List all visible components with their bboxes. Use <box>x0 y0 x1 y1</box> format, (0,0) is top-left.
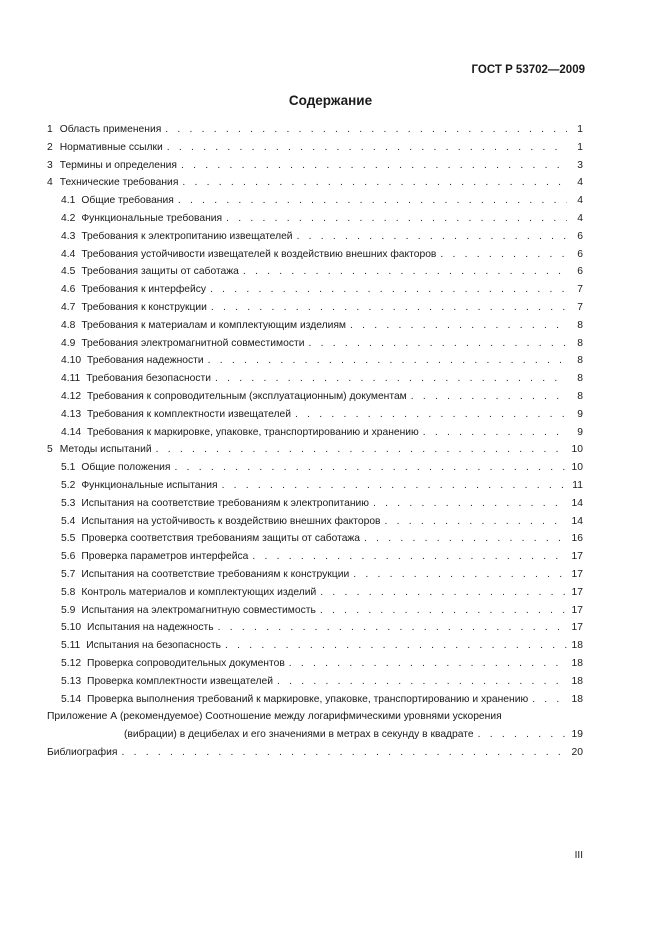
leader-dots <box>353 566 567 584</box>
leader-dots <box>532 691 567 709</box>
leader-dots <box>411 388 567 406</box>
toc-number: 4.2 <box>61 212 76 224</box>
toc-page: 19 <box>571 729 583 741</box>
toc-number: 4.1 <box>61 195 76 207</box>
appendix-title-cont: (вибрации) в децибелах и его значениями в метрах в секунду в квадрате <box>124 729 474 741</box>
toc-page: 7 <box>577 284 583 296</box>
toc-number: 5.4 <box>61 515 76 527</box>
leader-dots <box>295 406 567 424</box>
leader-dots <box>210 281 567 299</box>
toc-number: 5 <box>47 444 53 456</box>
toc-page: 18 <box>571 657 583 669</box>
toc-title: Требования к материалам и комплектующим изделиям <box>81 319 346 331</box>
toc-number: 4.3 <box>61 230 76 242</box>
toc-number: 5.9 <box>61 604 76 616</box>
leader-dots <box>320 584 567 602</box>
toc-number: 4.8 <box>61 319 76 331</box>
leader-dots <box>182 174 567 192</box>
toc-entry-1[interactable] <box>47 121 583 139</box>
toc-entry-4-1[interactable] <box>47 192 583 210</box>
toc-number: 4.9 <box>61 337 76 349</box>
toc-entry-5-9[interactable] <box>47 602 583 620</box>
toc-entry-5-4[interactable] <box>47 513 583 531</box>
toc-entry-4-11[interactable] <box>47 370 583 388</box>
toc-title: Требования к маркировке, упаковке, транспортированию и хранению <box>87 426 419 438</box>
toc-entry-4-4[interactable] <box>47 246 583 264</box>
toc-page: 14 <box>571 497 583 509</box>
leader-dots <box>211 299 567 317</box>
leader-dots <box>215 370 567 388</box>
toc-number: 4.13 <box>61 408 82 420</box>
leader-dots <box>478 726 567 744</box>
toc-title: Функциональные испытания <box>81 479 218 491</box>
toc-entry-2[interactable] <box>47 139 583 157</box>
toc-entry-4-9[interactable] <box>47 335 583 353</box>
toc-number: 5.11 <box>61 640 81 652</box>
toc-title: Требования к электропитанию извещателей <box>81 230 293 242</box>
toc-entry-4-3[interactable] <box>47 228 583 246</box>
leader-dots <box>297 228 567 246</box>
toc-title: Общие требования <box>81 195 174 207</box>
toc-entry-4-6[interactable] <box>47 281 583 299</box>
toc-title: Требования к комплектности извещателей <box>87 408 292 420</box>
toc-page: 17 <box>571 604 583 616</box>
toc-page: 18 <box>571 675 583 687</box>
standard-number: ГОСТ Р 53702—2009 <box>471 64 585 76</box>
toc-title: Требования надежности <box>87 355 204 367</box>
toc-title: Требования устойчивости извещателей к воздействию внешних факторов <box>81 248 437 260</box>
toc-number: 4.11 <box>61 373 81 385</box>
toc-title: Требования к интерфейсу <box>81 284 207 296</box>
toc-title: Контроль материалов и комплектующих изделий <box>81 586 317 598</box>
toc-title: Проверка параметров интерфейса <box>81 551 249 563</box>
toc-page: 8 <box>577 390 583 402</box>
table-of-contents <box>47 121 583 762</box>
toc-title: Требования к сопроводительным (эксплуатационным) документам <box>87 390 407 402</box>
leader-dots <box>208 352 567 370</box>
leader-dots <box>225 637 567 655</box>
toc-title: Требования защиты от саботажа <box>81 266 239 278</box>
toc-number: 4.7 <box>61 301 76 313</box>
leader-dots <box>423 424 567 442</box>
leader-dots <box>156 441 567 459</box>
toc-number: 4.6 <box>61 284 76 296</box>
toc-title: Испытания на устойчивость к воздействию внешних факторов <box>81 515 381 527</box>
toc-entry-4-12[interactable] <box>47 388 583 406</box>
toc-page: 7 <box>577 301 583 313</box>
toc-number: 5.8 <box>61 586 76 598</box>
toc-page: 9 <box>577 408 583 420</box>
toc-entry-5-2[interactable] <box>47 477 583 495</box>
toc-title: Нормативные ссылки <box>59 141 163 153</box>
toc-entry-5-8[interactable] <box>47 584 583 602</box>
toc-title: Технические требования <box>59 177 179 189</box>
toc-page: 6 <box>577 248 583 260</box>
toc-page: 9 <box>577 426 583 438</box>
toc-number: 5.14 <box>61 693 82 705</box>
leader-dots <box>320 602 567 620</box>
toc-page: 1 <box>577 124 583 135</box>
leader-dots <box>181 157 567 175</box>
leader-dots <box>165 121 567 139</box>
toc-number: 4.10 <box>61 355 82 367</box>
toc-entry-4-7[interactable] <box>47 299 583 317</box>
leader-dots <box>350 317 567 335</box>
toc-title: Проверка сопроводительных документов <box>87 657 285 669</box>
toc-entry-5-3[interactable] <box>47 495 583 513</box>
toc-entry-5-10[interactable] <box>47 619 583 637</box>
toc-page: 4 <box>577 177 583 189</box>
toc-page: 16 <box>571 533 583 545</box>
toc-entry-5-7[interactable] <box>47 566 583 584</box>
toc-title: Требования электромагнитной совместимости <box>81 337 305 349</box>
appendix-entry-line2[interactable] <box>47 726 583 744</box>
toc-page: 18 <box>571 640 583 652</box>
toc-entry-5-12[interactable] <box>47 655 583 673</box>
toc-title: Проверка соответствия требованиям защиты от саботажа <box>81 533 361 545</box>
toc-page: 3 <box>577 159 583 171</box>
toc-page: 6 <box>577 266 583 278</box>
toc-number: 3 <box>47 159 53 171</box>
leader-dots <box>373 495 567 513</box>
leader-dots <box>222 477 567 495</box>
toc-number: 4.4 <box>61 248 76 260</box>
toc-title: Испытания на соответствие требованиям к электропитанию <box>81 497 369 509</box>
toc-number: 5.5 <box>61 533 76 545</box>
toc-entry-4-2[interactable] <box>47 210 583 228</box>
toc-number: 4.14 <box>61 426 82 438</box>
toc-page: 17 <box>571 622 583 634</box>
page-title: Содержание <box>288 93 373 108</box>
toc-entry-4-5[interactable] <box>47 263 583 281</box>
leader-dots <box>226 210 567 228</box>
toc-number: 4.5 <box>61 266 76 278</box>
toc-number: 1 <box>47 124 53 135</box>
toc-entry-4-10[interactable] <box>47 352 583 370</box>
toc-page: 1 <box>577 141 583 153</box>
toc-page: 18 <box>571 693 583 705</box>
toc-page: 14 <box>571 515 583 527</box>
toc-entry-4-13[interactable] <box>47 406 583 424</box>
leader-dots <box>385 513 567 531</box>
toc-title: Функциональные требования <box>81 212 223 224</box>
toc-entry-5-14[interactable] <box>47 691 583 709</box>
leader-dots <box>243 263 567 281</box>
bibliography-title: Библиография <box>47 746 118 758</box>
toc-entry-5[interactable] <box>47 441 583 459</box>
toc-number: 4 <box>47 177 53 189</box>
toc-number: 5.10 <box>61 622 82 634</box>
toc-page: 10 <box>571 444 583 456</box>
page-number: III <box>574 850 583 861</box>
leader-dots <box>440 246 567 264</box>
toc-title: Испытания на надежность <box>87 622 214 634</box>
leader-dots <box>121 744 567 762</box>
toc-title: Требования к конструкции <box>81 301 207 313</box>
toc-number: 2 <box>47 141 53 153</box>
toc-title: Требования безопасности <box>86 373 212 385</box>
toc-title: Проверка комплектности извещателей <box>87 675 273 687</box>
leader-dots <box>167 139 567 157</box>
toc-title: Термины и определения <box>59 159 177 171</box>
toc-number: 5.7 <box>61 568 76 580</box>
toc-entry-4[interactable] <box>47 174 583 192</box>
toc-title: Проверка выполнения требований к маркировке, упаковке, транспортированию и хранению <box>87 693 529 705</box>
toc-page: 4 <box>577 195 583 207</box>
toc-entry-4-14[interactable] <box>47 424 583 442</box>
toc-title: Общие положения <box>81 462 171 474</box>
leader-dots <box>175 459 568 477</box>
toc-number: 5.13 <box>61 675 82 687</box>
toc-page: 20 <box>571 746 583 758</box>
toc-number: 4.12 <box>61 390 82 402</box>
toc-number: 5.1 <box>61 462 76 474</box>
toc-entry-3[interactable] <box>47 157 583 175</box>
leader-dots <box>252 548 567 566</box>
toc-number: 5.2 <box>61 479 76 491</box>
toc-entry-5-13[interactable] <box>47 673 583 691</box>
toc-entry-5-5[interactable] <box>47 530 583 548</box>
toc-page: 8 <box>577 373 583 385</box>
toc-number: 5.12 <box>61 657 82 669</box>
toc-title: Испытания на безопасность <box>86 640 221 652</box>
toc-page: 4 <box>577 212 583 224</box>
toc-page: 17 <box>571 568 583 580</box>
toc-entry-5-11[interactable] <box>47 637 583 655</box>
toc-number: 5.6 <box>61 551 76 563</box>
toc-entry-5-6[interactable] <box>47 548 583 566</box>
toc-page: 6 <box>577 230 583 242</box>
toc-title: Испытания на электромагнитную совместимость <box>81 604 316 616</box>
toc-page: 17 <box>571 586 583 598</box>
toc-entry-5-1[interactable] <box>47 459 583 477</box>
toc-title: Методы испытаний <box>59 444 152 456</box>
toc-page: 8 <box>577 355 583 367</box>
appendix-entry-line1[interactable]: Приложение А (рекомендуемое) Соотношение между логарифмическими уровнями ускорения <box>47 711 502 723</box>
bibliography-entry[interactable] <box>47 744 583 762</box>
toc-page: 11 <box>572 479 583 491</box>
toc-page: 17 <box>571 551 583 563</box>
leader-dots <box>277 673 567 691</box>
toc-page: 8 <box>577 337 583 349</box>
leader-dots <box>218 619 567 637</box>
toc-page: 10 <box>571 462 583 474</box>
toc-title: Область применения <box>59 124 162 135</box>
toc-number: 5.3 <box>61 497 76 509</box>
toc-entry-4-8[interactable] <box>47 317 583 335</box>
leader-dots <box>364 530 567 548</box>
leader-dots <box>289 655 567 673</box>
toc-page: 8 <box>577 319 583 331</box>
toc-title: Испытания на соответствие требованиям к конструкции <box>81 568 350 580</box>
leader-dots <box>308 335 567 353</box>
leader-dots <box>178 192 567 210</box>
